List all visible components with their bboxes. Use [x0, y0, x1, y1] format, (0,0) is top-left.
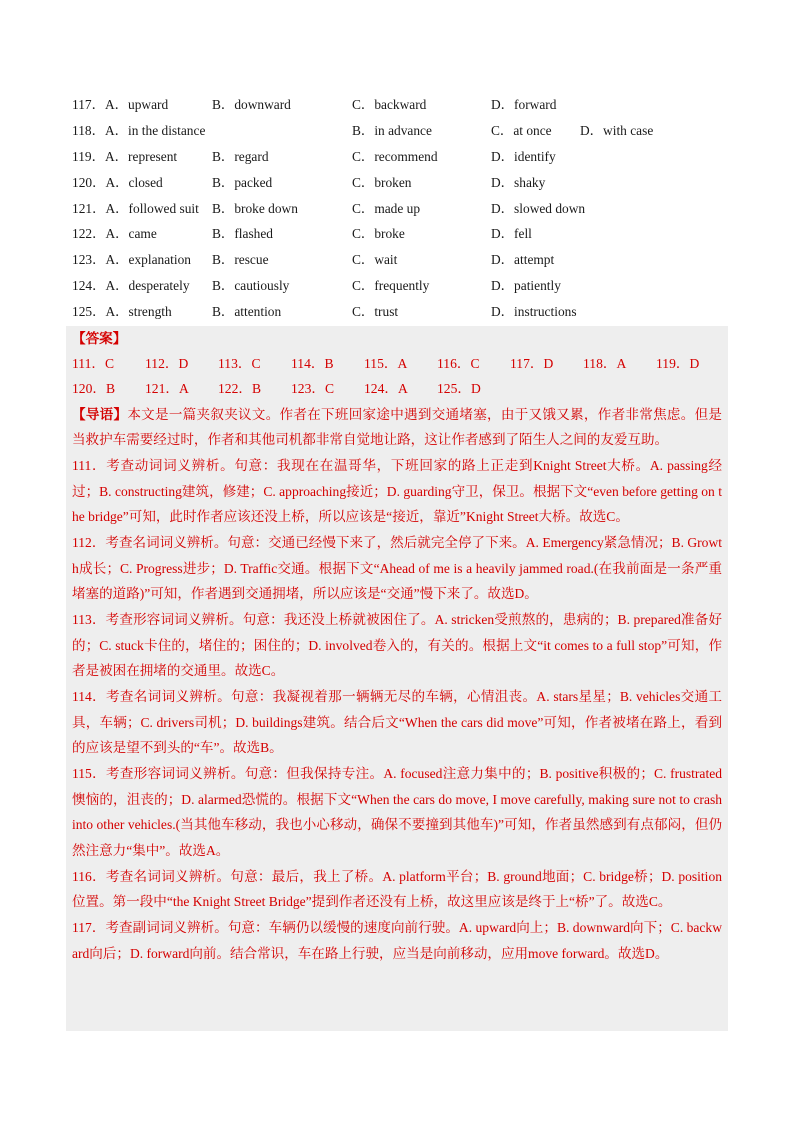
answer-key: 121．A [145, 381, 189, 397]
option-row-125 [72, 299, 732, 325]
option-d: D．shaky [491, 174, 546, 190]
answer-key-row-2 [72, 376, 722, 401]
option-b: B．attention [212, 304, 282, 320]
explanation-111: 111．考查动词词义辨析。句意：我现在在温哥华，下班回家的路上正走到Knight Street大桥。A. passing经过；B. constructing建筑，修建；C. approaching接近；D. guarding守卫，保卫。根据下文“even before getting on the bridge”可知，此时作者应该还没上桥，所以应该是“接近，靠近”Knight Street大桥。故选C。 [72, 458, 722, 525]
option-a: 125．A．strength [72, 304, 172, 320]
option-b: B．packed [212, 174, 273, 190]
answer-key: 114．B [291, 356, 334, 371]
option-b: B．cautiously [212, 278, 290, 294]
answer-key: 123．C [291, 381, 335, 397]
answer-key: 122．B [218, 381, 262, 397]
answer-key: 118．A [583, 356, 627, 371]
option-a: 120．A．closed [72, 174, 163, 190]
explanation-113: 113．考查形容词词义辨析。句意：我还没上桥就被困住了。A. stricken受煎熬的，患病的；B. prepared准备好的；C. stuck卡住的，堵住的；困住的；D. involved卷入的，有关的。根据上文“it comes to a full stop”可知，作者是被困在拥堵的交通里。故选C。 [72, 612, 722, 679]
answer-key: 115．A [364, 356, 408, 371]
option-b: B．rescue [212, 252, 269, 268]
option-row-118 [72, 118, 732, 144]
option-d: D．forward [491, 97, 557, 112]
answer-key: 120．B [72, 381, 116, 397]
option-row-123 [72, 247, 732, 273]
option-row-117 [72, 92, 732, 118]
option-c: C．broken [352, 174, 412, 190]
option-b: B．regard [212, 148, 269, 164]
options-list [72, 92, 732, 325]
answer-key: 117．D [510, 356, 554, 371]
option-row-121 [72, 196, 732, 222]
option-a: 124．A．desperately [72, 278, 190, 294]
answer-key: 112．D [145, 356, 189, 371]
option-c: C．frequently [352, 278, 430, 294]
answer-key: 113．C [218, 356, 261, 371]
option-c: C．recommend [352, 148, 438, 164]
option-c: C．at once [491, 122, 552, 138]
option-d: D．identify [491, 148, 556, 164]
guide-label: 【导语】 [72, 406, 128, 422]
answer-key: 116．C [437, 356, 480, 371]
option-a: 122．A．came [72, 226, 157, 242]
explanation-114: 114．考查名词词义辨析。句意：我凝视着那一辆辆无尽的车辆，心情沮丧。A. stars星星；B. vehicles交通工具，车辆；C. drivers司机；D. buildings建筑。结合后文“When the cars did move”可知，作者被堵在路上，看到的应该是望不到头的“车”。故选B。 [72, 689, 722, 756]
explanation-115: 115．考查形容词词义辨析。句意：但我保持专注。A. focused注意力集中的；B. positive积极的；C. frustrated懊恼的，沮丧的；D. alarmed恐慌的。根据下文“When the cars do move, I move carefully, making sure not to crash into other vehicles.(当其他车移动，我也小心移动，确保不要撞到其他车)”可知，作者虽然感到有点郁闷，但仍然注意力“集中”。故选A。 [72, 765, 722, 858]
answer-key: 119．D [656, 356, 700, 371]
option-d: D．with case [580, 122, 654, 138]
option-b: B．in advance [352, 122, 432, 138]
option-d: D．attempt [491, 252, 555, 268]
option-a: 121．A．followed suit [72, 200, 199, 216]
option-c: C．broke [352, 226, 405, 242]
explanation-117: 117．考查副词词义辨析。句意：车辆仍以缓慢的速度向前行驶。A. upward向上；B. downward向下；C. backward向后；D. forward向前。结合常识，车在路上行驶，应当是向前移动，应用move forward。故选D。 [72, 919, 722, 961]
option-d: D．patiently [491, 278, 561, 294]
option-c: C．wait [352, 252, 398, 268]
option-b: B．downward [212, 97, 291, 112]
answer-section [66, 326, 728, 1031]
option-c: C．made up [352, 200, 421, 216]
option-d: D．fell [491, 226, 532, 242]
option-b: B．broke down [212, 200, 298, 216]
answer-key: 125．D [437, 381, 481, 397]
option-row-122 [72, 221, 732, 247]
option-a: 123．A．explanation [72, 252, 192, 268]
option-c: C．backward [352, 97, 427, 112]
option-row-124 [72, 273, 732, 299]
option-d: D．instructions [491, 304, 577, 320]
answer-key-row-1 [72, 351, 722, 376]
explanation-112: 112．考查名词词义辨析。句意：交通已经慢下来了，然后就完全停了下来。A. Emergency紧急情况；B. Growth成长；C. Progress进步；D. Traffic交通。根据下文“Ahead of me is a heavily jammed road.(在我前面是一条严重堵塞的道路)”可知，作者遇到交通拥堵，所以应该是“交通”慢下来了。故选D。 [72, 535, 722, 602]
guide-paragraph [72, 402, 722, 453]
answer-key: 111．C [72, 356, 115, 371]
explanation-116: 116．考查名词词义辨析。句意：最后，我上了桥。A. platform平台；B. ground地面；C. bridge桥；D. position位置。第一段中“the Knight Street Bridge”提到作者还没有上桥，故这里应该是终于上“桥”了。故选C。 [72, 868, 722, 910]
option-a: 118．A．in the distance [72, 122, 206, 138]
option-a: 119．A．represent [72, 148, 178, 164]
option-row-120 [72, 170, 732, 196]
option-d: D．slowed down [491, 200, 586, 216]
answer-heading: 【答案】 [72, 331, 127, 346]
answer-key: 124．A [364, 381, 408, 397]
option-c: C．trust [352, 304, 399, 320]
option-a: 117．A．upward [72, 97, 169, 112]
option-row-119 [72, 144, 732, 170]
option-b: B．flashed [212, 226, 273, 242]
guide-text: 本文是一篇夹叙夹议文。作者在下班回家途中遇到交通堵塞，由于又饿又累，作者非常焦虑。但是当救护车需要经过时，作者和其他司机都非常自觉地让路，这让作者感到了陌生人之间的友爱互助。 [72, 406, 722, 448]
